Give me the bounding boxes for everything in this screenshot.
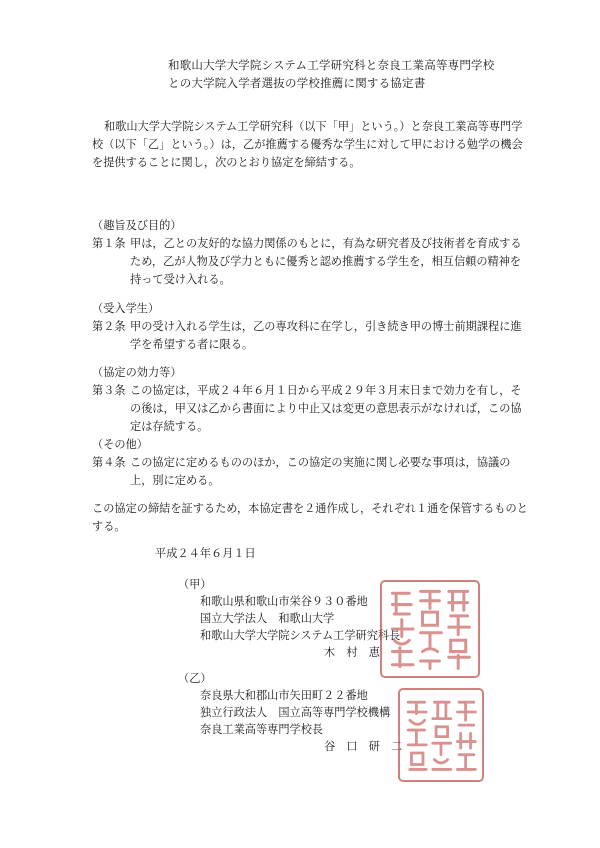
party-kou-address: 和歌山県和歌山市栄谷９３０番地: [200, 595, 368, 608]
article-2-number: 第２条: [92, 320, 126, 333]
article-3: [92, 382, 524, 436]
article-3-heading: （協定の効力等）: [92, 366, 182, 379]
closing-statement: この協定の締結を証するため，本協定書を２通作成し，それぞれ１通を保管するものとする。: [92, 502, 528, 533]
article-3-text: この協定は，平成２４年６月１日から平成２９年３月末日まで効力を有し，その後は，甲又は乙から書面により中止又は変更の意思表示がなければ，この協定は存続する。: [130, 384, 522, 433]
party-otsu-position: 奈良工業高等専門学校長: [200, 723, 324, 736]
document-title: [168, 56, 494, 92]
party-kou: [178, 576, 400, 661]
agreement-date: 平成２４年６月１日: [155, 547, 256, 560]
seal-otsu-graphic: [400, 690, 482, 780]
seal-kou-stamp: [380, 580, 480, 678]
preamble-text: 和歌山大学大学院システム工学研究科（以下「甲」という。）と奈良工業高等専門学校（以下「乙」という。）は，乙が推薦する優秀な学生に対して甲における勉学の機会を提供することに関し，次のとおり協定を締結する。: [92, 120, 523, 169]
article-4-number: 第４条: [92, 456, 126, 469]
preamble: [92, 118, 524, 172]
article-2-heading: （受入学生）: [92, 302, 160, 315]
party-otsu-address: 奈良県大和郡山市矢田町２２番地: [200, 689, 368, 702]
article-1: [92, 235, 524, 289]
title-line-2: との大学院入学者選抜の学校推薦に関する協定書: [168, 76, 426, 90]
article-1-heading: （趣旨及び目的）: [92, 219, 182, 232]
article-1-number: 第１条: [92, 237, 126, 250]
party-otsu-org: 独立行政法人 国立高等専門学校機構: [200, 706, 391, 719]
party-kou-name: 木 村 恵: [324, 646, 380, 659]
article-2: [92, 318, 524, 354]
article-2-text: 甲の受け入れる学生は，乙の専攻科に在学し，引き続き甲の博士前期課程に進学を希望する者に限る。: [130, 320, 522, 351]
article-1-text: 甲は，乙との友好的な協力関係のもとに，有為な研究者及び技術者を育成するため，乙が人物及び学力ともに優秀と認め推薦する学生を，相互信頼の精神を持って受け入れる。: [130, 237, 522, 286]
seal-otsu-stamp: [398, 688, 484, 782]
title-line-1: 和歌山大学大学院システム工学研究科と奈良工業高等専門学校: [168, 58, 495, 72]
seal-kou-graphic: [382, 582, 478, 676]
party-otsu-name: 谷 口 研 二: [324, 740, 403, 753]
article-3-number: 第３条: [92, 384, 126, 397]
article-4-heading: （その他）: [92, 438, 148, 451]
party-kou-org: 国立大学法人 和歌山大学: [200, 612, 335, 625]
article-4: [92, 454, 524, 490]
party-otsu-label: （乙）: [178, 672, 212, 685]
party-kou-label: （甲）: [178, 578, 212, 591]
party-kou-position: 和歌山大学大学院システム工学研究科長: [200, 629, 401, 642]
article-4-text: この協定に定めるもののほか，この協定の実施に関し必要な事項は，協議の上，別に定める。: [130, 456, 511, 487]
party-otsu: [178, 670, 402, 755]
